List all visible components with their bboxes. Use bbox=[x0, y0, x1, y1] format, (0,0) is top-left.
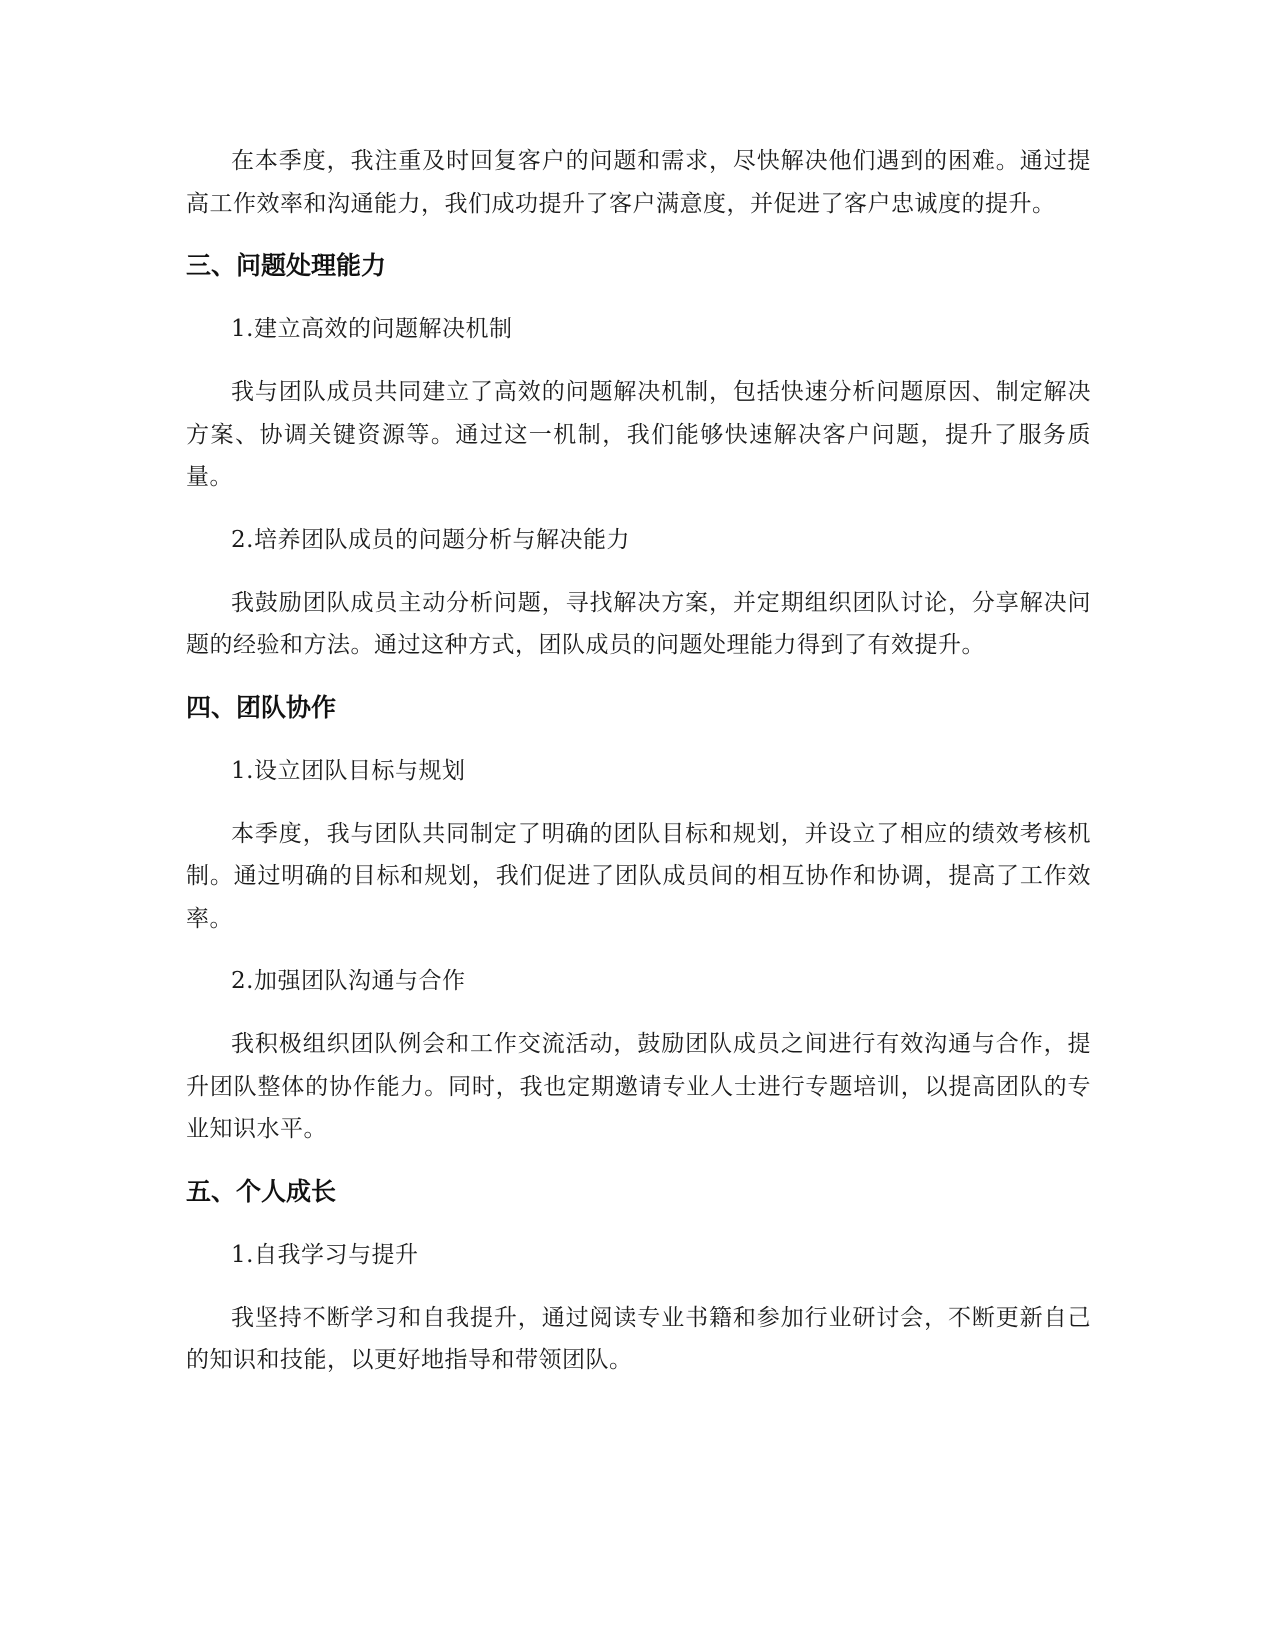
paragraph-team-goals: 本季度，我与团队共同制定了明确的团队目标和规划，并设立了相应的绩效考核机制。通过明确的目标和规划，我们促进了团队成员间的相互协作和协调，提高了工作效率。 bbox=[186, 820, 1091, 932]
section-heading-problem-handling: 三、问题处理能力 bbox=[186, 251, 387, 280]
paragraph-team-communication: 我积极组织团队例会和工作交流活动，鼓励团队成员之间进行有效沟通与合作，提升团队整体的协作能力。同时，我也定期邀请专业人士进行专题培训，以提高团队的专业知识水平。 bbox=[186, 1031, 1091, 1142]
paragraph-problem-ability: 我鼓励团队成员主动分析问题，寻找解决方案，并定期组织团队讨论，分享解决问题的经验和方法。通过这种方式，团队成员的问题处理能力得到了有效提升。 bbox=[186, 589, 1091, 658]
paragraph-problem-mechanism: 我与团队成员共同建立了高效的问题解决机制，包括快速分析问题原因、制定解决方案、协调关键资源等。通过这一机制，我们能够快速解决客户问题，提升了服务质量。 bbox=[186, 379, 1091, 490]
section-heading-personal-growth: 五、个人成长 bbox=[186, 1176, 337, 1206]
subheading-self-learning: 1.自我学习与提升 bbox=[231, 1241, 419, 1268]
document-page bbox=[186, 140, 1091, 1402]
section-heading-teamwork: 四、团队协作 bbox=[186, 692, 337, 722]
subheading-team-communication: 2.加强团队沟通与合作 bbox=[231, 968, 466, 994]
subheading-problem-mechanism: 1.建立高效的问题解决机制 bbox=[231, 316, 513, 342]
paragraph-customer-service: 在本季度，我注重及时回复客户的问题和需求，尽快解决他们遇到的困难。通过提高工作效率和沟通能力，我们成功提升了客户满意度，并促进了客户忠诚度的提升。 bbox=[186, 148, 1091, 217]
paragraph-self-learning: 我坚持不断学习和自我提升，通过阅读专业书籍和参加行业研讨会，不断更新自己的知识和技能，以更好地指导和带领团队。 bbox=[186, 1304, 1091, 1373]
subheading-team-goals: 1.设立团队目标与规划 bbox=[231, 757, 466, 784]
subheading-problem-ability: 2.培养团队成员的问题分析与解决能力 bbox=[231, 526, 630, 553]
